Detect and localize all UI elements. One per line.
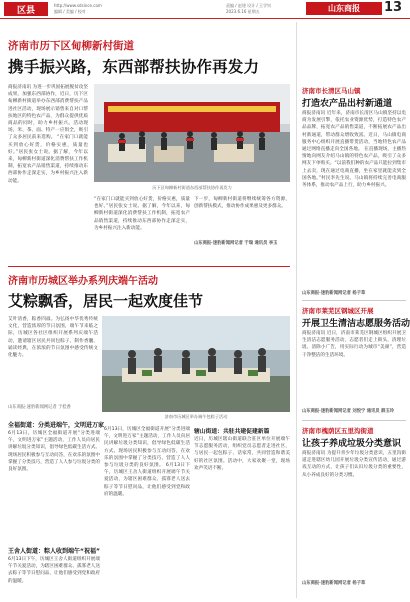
main-body-3: 下一步，甸柳新村街道将继续统筹各方资源，创新帮扶模式，推动协作成果惠及更多群众。	[194, 197, 290, 210]
right-rule-2	[302, 420, 406, 421]
right-headline-3: 让孩子养成垃圾分类意识	[302, 439, 402, 449]
lower-subhead-1: 全福街道：分类进端午，文明进万家	[8, 422, 105, 429]
lower-photo	[102, 316, 290, 412]
right-credit-2: 山东商报·速豹新闻网记者 刘悦宁 通讯员 薛玉玲	[302, 409, 395, 414]
right-kicker-3: 济南市槐荫区五里沟街道	[302, 427, 374, 435]
lower-mid-body: 近日，历城区辖山街道联合驻区单位开展端午节志愿服务活动，组织党员志愿者走进社区，与居民一起包粽子、话家常，共同营造和谐美好的社区氛围。活动中，大家欢聚一堂，现场欢声笑语不断。	[194, 437, 290, 471]
lower-mid-subhead: 辖山街道：共驻共建促建新篇	[194, 429, 270, 435]
right-body-3: 商报济南讯 为提升青少年垃圾分类意识，五里沟街道走进辖区幼儿园开展垃圾分类宣传活动，通过游戏互动的方式，让孩子们认识垃圾分类的重要性，从小养成良好的分类习惯。	[302, 451, 406, 478]
main-headline: 携手振兴路，东西部帮扶协作再发力	[8, 58, 260, 76]
section-tag: 区县	[4, 2, 48, 16]
lower-body-3: 6月13日下午，历城区王舍人街道组织开展端午节关爱活动，为辖区困难群众、孤寡老人送去粽子等节日慰问品，让他们感受到党和政府的温暖。	[8, 557, 100, 584]
masthead-editors-left: 编辑 / 美编 / 校对	[54, 9, 86, 14]
right-credit-3: 山东商报·速豹新闻网记者 杨子草	[302, 581, 366, 586]
right-rule-1	[302, 300, 406, 301]
lower-subhead-2: 王舍人街道：粽人收到端午“祝福”	[8, 548, 100, 555]
right-credit-1: 山东商报·速豹新闻网记者 杨子草	[302, 291, 366, 296]
right-kicker-2: 济南市莱芜区钢城区开展	[302, 307, 374, 315]
main-body-2: “在家门口就能买到放心好货，价格实惠，质量也好。”居民张女士说。据了解，今年以来，甸柳新村街道深化消费帮扶工作机制，拓宽农产品销售渠道，持续推动东西部协作走深走实，为乡村振兴注入新动能。	[94, 197, 190, 231]
section-rule	[8, 266, 290, 267]
main-photo	[94, 84, 290, 182]
main-photo-caption: 历下区甸柳新村街道东西部帮扶协作再发力	[152, 185, 232, 190]
right-kicker-1: 济南市长清区马山镇	[302, 87, 361, 95]
lower-body-2: 6月13日，历城区全福街道开展“分类进端午，文明进万家”主题活动，工作人员向居民讲解垃圾分类知识，倡导绿色低碳生活方式。现场居民积极参与互动问答，在欢乐的氛围中掌握了分类技巧，营造了人人参与垃圾分类的良好氛围。	[8, 431, 100, 473]
right-headline-1: 打造农产品出村新通道	[302, 99, 393, 109]
masthead-date: 2023.6.16 星期五	[226, 9, 260, 14]
main-credit: 山东商报·速豹新闻网记者 于瑞 通讯员 李玉	[194, 241, 278, 246]
page-number: 13	[384, 0, 403, 15]
lower-photo-caption: 济南市历城区举办端午包粽子活动	[164, 414, 228, 419]
masthead-editors: 责编 / 赵建 设计 / 王学钊	[226, 3, 272, 8]
lower-kicker: 济南市历城区举办系列庆端午活动	[8, 276, 158, 287]
paper-name: 山东商报	[306, 2, 382, 15]
lower-credit: 山东商报·速豹新闻网记者 于桂香	[8, 405, 71, 410]
main-body-1: 商报济南讯 为进一步巩固拓展脱贫攻坚成果，加强东西部协作，近日，历下区甸柳新村街道举办东西部消费帮扶产品进社区活动，现场展示销售来自对口帮扶地区的特色农产品，为群众提供优质商品的同时，助力乡村振兴。活动现场，米、茶、面、特产一应俱全，吸引了众多居民前来选购。 “在家门口就能买到放心好货，价格实惠，质量也好。”居民张女士说。据了解，今年以来，甸柳新村街道深化消费帮扶工作机制，拓宽农产品销售渠道，持续推动东西部协作走深走实，为乡村振兴注入新动能。	[8, 85, 88, 184]
lower-body-mid: 6月13日，历城区全福街道开展“分类进端午，文明进万家”主题活动，工作人员向居民讲解垃圾分类知识，倡导绿色低碳生活方式。现场居民积极参与互动问答，在欢乐的氛围中掌握了分类技巧，营造了人人参与垃圾分类的良好氛围。 6月13日下午，历城区王舍人街道组织开展端午节关爱活动，为辖区困难群众、孤寡老人送去粽子等节日慰问品，让他们感受到党和政府的温暖。	[104, 427, 190, 497]
lower-body-1: 艾叶清香，粽香四溢。为弘扬中华优秀传统文化，营造浓厚的节日氛围，端午节来临之际，历城区各社区组织开展系列庆端午活动，邀请辖区居民共同包粽子、制作香囊、诵读经典，在浓浓的节日氛围中感受传统文化魅力。	[8, 317, 98, 359]
right-body-2: 商报济南讯 近日，济南市莱芜区钢城区组织开展卫生清洁志愿服务活动，志愿者们走上街头，清理垃圾、清除小广告，用实际行动为城市“美颜”，营造干净整洁的生活环境。	[302, 331, 406, 358]
main-kicker: 济南市历下区甸柳新村街道	[8, 40, 134, 52]
masthead	[0, 0, 410, 19]
masthead-url: http://www.sdsince.com	[54, 3, 102, 8]
right-headline-2: 开展卫生清洁志愿服务活动	[302, 319, 410, 329]
right-body-1: 商报济南讯 近年来，济南市长清区马山镇坚持以电商为发展引擎，依托农业资源优势，打造特色农产品品牌，拓宽农产品销售渠道，不断拓展农产品出村新通道，带动群众增收致富。近日，马山镇电商服务中心组织开展直播带货活动，当地特色农产品通过网络直播走向全国各地。 在直播现场，主播热情地向网友介绍马山镇的特色农产品，吸引了众多网友下单购买。“以前我们种的农产品只能拉到集市上去卖，现在通过电商直播，坐在家里就能卖到全国各地。”村民李先生说。马山镇将持续完善电商服务体系，推动农产品上行，助力乡村振兴。	[302, 111, 406, 189]
column-divider	[296, 22, 297, 598]
lower-headline: 艾粽飘香，居民一起欢度佳节	[8, 292, 204, 310]
